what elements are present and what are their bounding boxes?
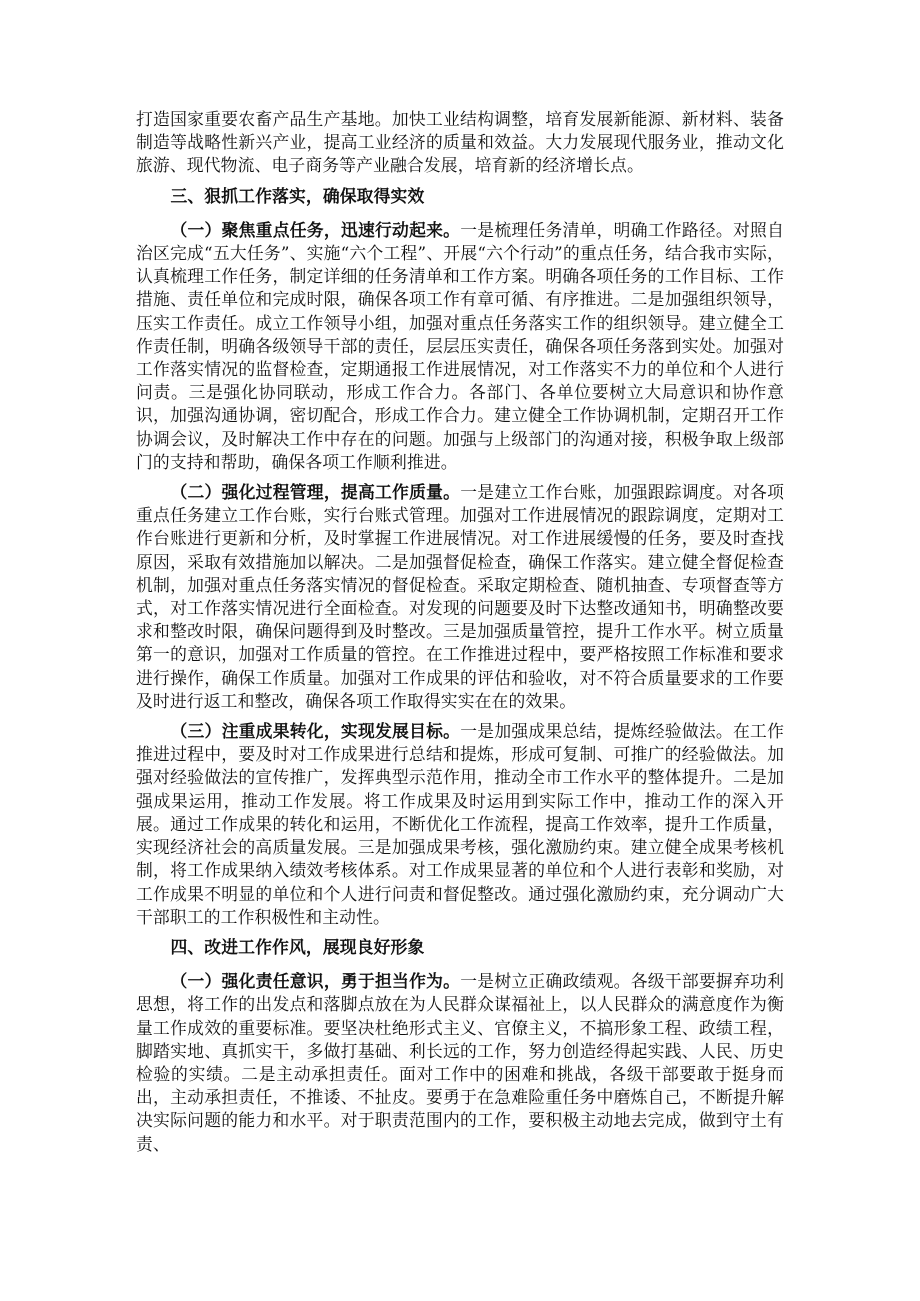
paragraph-body: 一是梳理任务清单，明确工作路径。对照自治区完成“五大任务”、实施“六个工程”、开展“六个行动”的重点任务，结合我市实际，认真梳理工作任务，制定详细的任务清单和工作方案。明确各项任务的工作目标、工作措施、责任单位和完成时限，确保各项工作有章可循、有序推进。二是加强组织领导，压实工作责任。成立工作领导小组，加强对重点任务落实工作的组织领导。建立健全工作责任制，明确各级领导干部的责任，层层压实责任，确保各项任务落到实处。加强对工作落实情况的监督检查，定期通报工作进展情况，对工作落实不力的单位和个人进行问责。三是强化协同联动，形成工作合力。各部门、各单位要树立大局意识和协作意识，加强沟通协调，密切配合，形成工作合力。建立健全工作协调机制，定期召开工作协调会议，及时解决工作中存在的问题。加强与上级部门的沟通对接，积极争取上级部门的支持和帮助，确保各项工作顺利推进。 xyxy=(136,219,784,472)
paragraph-lead: （二）强化过程管理，提高工作质量。 xyxy=(170,482,461,503)
section-4-paragraph-1 xyxy=(136,970,784,1156)
paragraph-lead: （一）强化责任意识，勇于担当作为。 xyxy=(170,971,461,992)
section-4-heading: 四、改进工作作风，展现良好形象 xyxy=(170,936,425,957)
paragraph-body: 一是加强成果总结，提炼经验做法。在工作推进过程中，要及时对工作成果进行总结和提炼，形成可复制、可推广的经验做法。加强对经验做法的宣传推广，发挥典型示范作用，推动全市工作水平的整体提升。二是加强成果运用，推动工作发展。将工作成果及时运用到实际工作中，推动工作的深入开展。通过工作成果的转化和运用，不断优化工作流程，提高工作效率，提升工作质量，实现经济社会的高质量发展。三是加强成果考核，强化激励约束。建立健全成果考核机制，将工作成果纳入绩效考核体系。对工作成果显著的单位和个人进行表彰和奖励，对工作成果不明显的单位和个人进行问责和督促整改。通过强化激励约束，充分调动广大干部职工的工作积极性和主动性。 xyxy=(136,721,784,927)
intro-paragraph: 打造国家重要农畜产品生产基地。加快工业结构调整，培育发展新能源、新材料、装备制造等战略性新兴产业，提高工业经济的质量和效益。大力发展现代服务业，推动文化旅游、现代物流、电子商务等产业融合发展，培育新的经济增长点。 xyxy=(136,109,784,176)
section-3-paragraph-1 xyxy=(136,219,784,474)
document-body xyxy=(136,108,784,1163)
paragraph-lead: （三）注重成果转化，实现发展目标。 xyxy=(170,721,461,742)
section-3-paragraph-3 xyxy=(136,720,784,929)
paragraph-lead: （一）聚焦重点任务，迅速行动起来。 xyxy=(170,219,461,240)
section-3-heading: 三、狠抓工作落实，确保取得实效 xyxy=(170,185,425,206)
paragraph-body: 一是建立工作台账，加强跟踪调度。对各项重点任务建立工作台账，实行台账式管理。加强对工作进展情况的跟踪调度，定期对工作台账进行更新和分析，及时掌握工作进展情况。对工作进展缓慢的任务，要及时查找原因，采取有效措施加以解决。二是加强督促检查，确保工作落实。建立健全督促检查机制，加强对重点任务落实情况的督促检查。采取定期检查、随机抽查、专项督查等方式，对工作落实情况进行全面检查。对发现的问题要及时下达整改通知书，明确整改要求和整改时限，确保问题得到及时整改。三是加强质量管控，提升工作水平。树立质量第一的意识，加强对工作质量的管控。在工作推进过程中，要严格按照工作标准和要求进行操作，确保工作质量。加强对工作成果的评估和验收，对不符合质量要求的工作要及时进行返工和整改，确保各项工作取得实实在在的效果。 xyxy=(136,482,784,711)
section-3-paragraph-2 xyxy=(136,481,784,713)
paragraph-body: 一是树立正确政绩观。各级干部要摒弃功利思想，将工作的出发点和落脚点放在为人民群众谋福祉上，以人民群众的满意度作为衡量工作成效的重要标准。要坚决杜绝形式主义、官僚主义，不搞形象工程、政绩工程，脚踏实地、真抓实干，多做打基础、利长远的工作，努力创造经得起实践、人民、历史检验的实绩。二是主动承担责任。面对工作中的困难和挑战，各级干部要敢于挺身而出，主动承担责任，不推诿、不扯皮。要勇于在急难险重任务中磨炼自己，不断提升解决实际问题的能力和水平。对于职责范围内的工作，要积极主动地去完成，做到守土有责、 xyxy=(136,971,784,1154)
